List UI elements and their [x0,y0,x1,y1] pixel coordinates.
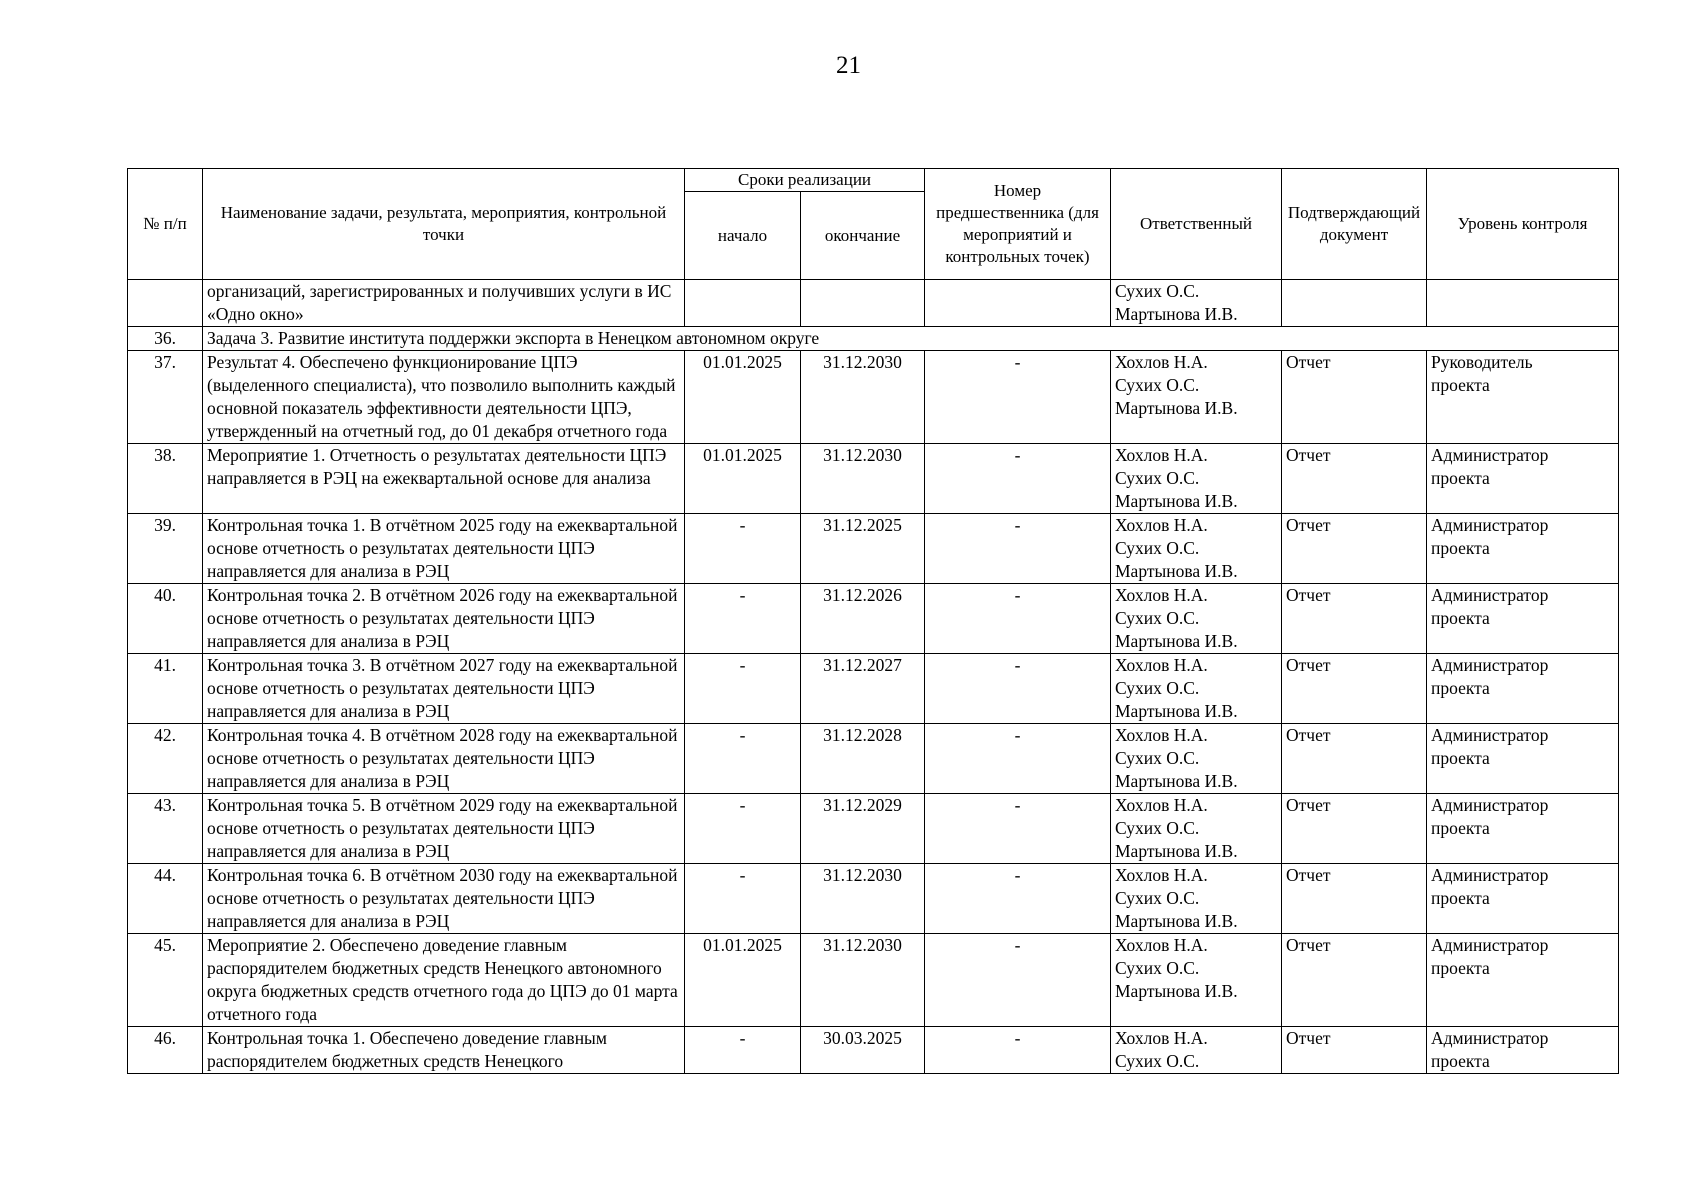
control-level-line: проекта [1431,748,1490,768]
responsible-person: Хохлов Н.А. [1115,1028,1208,1048]
row-control-level [1427,351,1619,444]
row-start-date: 01.01.2025 [685,934,801,1027]
row-end-date: 31.12.2030 [801,864,925,934]
row-responsible [1111,514,1282,584]
header-responsible: Ответственный [1111,169,1282,280]
control-level-line: проекта [1431,818,1490,838]
responsible-person: Хохлов Н.А. [1115,655,1208,675]
row-document: Отчет [1282,654,1427,724]
row-responsible [1111,444,1282,514]
control-level-line: Администратор [1431,585,1549,605]
row-name: Контрольная точка 5. В отчётном 2029 году на ежеквартальной основе отчетность о результатах деятельности ЦПЭ направляется для анализа в РЭЦ [203,794,685,864]
row-start-date: - [685,514,801,584]
row-document: Отчет [1282,514,1427,584]
header-start: начало [685,192,801,280]
task-row [128,327,1619,351]
row-responsible [1111,864,1282,934]
row-responsible [1111,654,1282,724]
row-start-date: - [685,654,801,724]
row-control-level [1427,724,1619,794]
row-end-date: 31.12.2030 [801,351,925,444]
header-num: № п/п [128,169,203,280]
responsible-person: Хохлов Н.А. [1115,585,1208,605]
row-name: Контрольная точка 1. Обеспечено доведение главным распорядителем бюджетных средств Ненецкого [203,1027,685,1074]
responsible-person: Сухих О.С. [1115,608,1200,628]
row-start-date: 01.01.2025 [685,351,801,444]
row-name: Контрольная точка 3. В отчётном 2027 году на ежеквартальной основе отчетность о результатах деятельности ЦПЭ направляется для анализа в РЭЦ [203,654,685,724]
responsible-person: Сухих О.С. [1115,958,1200,978]
row-predecessor: - [925,584,1111,654]
row-name: Результат 4. Обеспечено функционирование ЦПЭ (выделенного специалиста), что позволило выполнить каждый основной показатель эффективности деятельности ЦПЭ, утвержденный на отчетный год, до 01 декабря отчетного года [203,351,685,444]
row-name: Контрольная точка 2. В отчётном 2026 году на ежеквартальной основе отчетность о результатах деятельности ЦПЭ направляется для анализа в РЭЦ [203,584,685,654]
row-end-date: 31.12.2028 [801,724,925,794]
control-level-line: проекта [1431,375,1490,395]
row-end-date: 31.12.2030 [801,444,925,514]
control-level-line: Администратор [1431,655,1549,675]
row-responsible [1111,1027,1282,1074]
row-predecessor: - [925,794,1111,864]
row-start-date: - [685,584,801,654]
row-name: Мероприятие 2. Обеспечено доведение главным распорядителем бюджетных средств Ненецкого автономного округа бюджетных средств отчетного года до ЦПЭ до 01 марта отчетного года [203,934,685,1027]
row-document: Отчет [1282,864,1427,934]
responsible-person: Хохлов Н.А. [1115,725,1208,745]
row-end-date: 30.03.2025 [801,1027,925,1074]
row-num: 42. [128,724,203,794]
row-name: Контрольная точка 6. В отчётном 2030 году на ежеквартальной основе отчетность о результатах деятельности ЦПЭ направляется для анализа в РЭЦ [203,864,685,934]
row-num: 45. [128,934,203,1027]
row-document: Отчет [1282,724,1427,794]
responsible-person: Хохлов Н.А. [1115,515,1208,535]
row-num: 39. [128,514,203,584]
responsible-person: Сухих О.С. [1115,748,1200,768]
table-row [128,654,1619,724]
responsible-person: Мартынова И.В. [1115,701,1238,721]
row-num: 44. [128,864,203,934]
control-level-line: Администратор [1431,935,1549,955]
table-row [128,351,1619,444]
row-responsible [1111,794,1282,864]
row-control-level [1427,654,1619,724]
row-predecessor: - [925,1027,1111,1074]
control-level-line: проекта [1431,608,1490,628]
row-predecessor: - [925,864,1111,934]
row-start-date: 01.01.2025 [685,444,801,514]
responsible-person: Хохлов Н.А. [1115,445,1208,465]
row-document: Отчет [1282,351,1427,444]
continuation-responsible: Сухих О.С. Мартынова И.В. [1111,280,1282,327]
row-predecessor: - [925,444,1111,514]
table-row [128,1027,1619,1074]
project-plan-table [127,168,1619,1074]
responsible-person: Сухих О.С. [1115,375,1200,395]
row-control-level [1427,514,1619,584]
row-document: Отчет [1282,584,1427,654]
header-document: Подтверждающий документ [1282,169,1427,280]
header-name: Наименование задачи, результата, мероприятия, контрольной точки [203,169,685,280]
row-predecessor: - [925,351,1111,444]
header-control: Уровень контроля [1427,169,1619,280]
responsible-person: Мартынова И.В. [1115,398,1238,418]
control-level-line: Администратор [1431,725,1549,745]
row-document: Отчет [1282,1027,1427,1074]
row-control-level [1427,864,1619,934]
row-responsible [1111,934,1282,1027]
control-level-line: Администратор [1431,795,1549,815]
continuation-row [128,280,1619,327]
control-level-line: проекта [1431,468,1490,488]
control-level-line: проекта [1431,538,1490,558]
responsible-person: Мартынова И.В. [1115,491,1238,511]
control-level-line: проекта [1431,1051,1490,1071]
table-row [128,724,1619,794]
row-responsible [1111,724,1282,794]
responsible-person: Сухих О.С. [1115,1051,1200,1071]
row-end-date: 31.12.2025 [801,514,925,584]
row-start-date: - [685,724,801,794]
row-document: Отчет [1282,794,1427,864]
table-row [128,514,1619,584]
responsible-person: Мартынова И.В. [1115,771,1238,791]
responsible-person: Мартынова И.В. [1115,561,1238,581]
row-name: Контрольная точка 1. В отчётном 2025 году на ежеквартальной основе отчетность о результатах деятельности ЦПЭ направляется для анализа в РЭЦ [203,514,685,584]
row-control-level [1427,934,1619,1027]
continuation-num [128,280,203,327]
control-level-line: Администратор [1431,1028,1549,1048]
table-row [128,794,1619,864]
row-responsible [1111,584,1282,654]
row-start-date: - [685,1027,801,1074]
responsible-person: Хохлов Н.А. [1115,865,1208,885]
control-level-line: Администратор [1431,445,1549,465]
row-predecessor: - [925,654,1111,724]
row-control-level [1427,584,1619,654]
responsible-person: Хохлов Н.А. [1115,352,1208,372]
row-document: Отчет [1282,934,1427,1027]
row-name: Контрольная точка 4. В отчётном 2028 году на ежеквартальной основе отчетность о результатах деятельности ЦПЭ направляется для анализа в РЭЦ [203,724,685,794]
control-level-line: Администратор [1431,515,1549,535]
control-level-line: проекта [1431,888,1490,908]
table-row [128,584,1619,654]
control-level-line: Руководитель [1431,352,1533,372]
header-predecessor: Номер предшественника (для мероприятий и контрольных точек) [925,169,1111,280]
responsible-person: Мартынова И.В. [1115,631,1238,651]
row-responsible [1111,351,1282,444]
row-control-level [1427,444,1619,514]
responsible-person: Сухих О.С. [1115,818,1200,838]
responsible-person: Сухих О.С. [1115,888,1200,908]
row-num: 38. [128,444,203,514]
table-row [128,864,1619,934]
page-number: 21 [836,52,861,79]
row-end-date: 31.12.2030 [801,934,925,1027]
task-text: Задача 3. Развитие института поддержки экспорта в Ненецком автономном округе [203,327,1619,351]
row-predecessor: - [925,514,1111,584]
row-end-date: 31.12.2026 [801,584,925,654]
row-predecessor: - [925,934,1111,1027]
table-row [128,934,1619,1027]
responsible-person: Хохлов Н.А. [1115,935,1208,955]
row-end-date: 31.12.2029 [801,794,925,864]
control-level-line: проекта [1431,678,1490,698]
row-num: 46. [128,1027,203,1074]
row-num: 37. [128,351,203,444]
row-control-level [1427,794,1619,864]
responsible-person: Мартынова И.В. [1115,981,1238,1001]
task-num: 36. [128,327,203,351]
row-start-date: - [685,794,801,864]
responsible-person: Сухих О.С. [1115,678,1200,698]
table-row [128,444,1619,514]
responsible-person: Мартынова И.В. [1115,841,1238,861]
responsible-person: Сухих О.С. [1115,538,1200,558]
row-num: 40. [128,584,203,654]
header-end: окончание [801,192,925,280]
continuation-name: организаций, зарегистрированных и получивших услуги в ИС «Одно окно» [203,280,685,327]
row-num: 41. [128,654,203,724]
row-start-date: - [685,864,801,934]
row-document: Отчет [1282,444,1427,514]
control-level-line: проекта [1431,958,1490,978]
row-end-date: 31.12.2027 [801,654,925,724]
row-name: Мероприятие 1. Отчетность о результатах деятельности ЦПЭ направляется в РЭЦ на ежеквартальной основе для анализа [203,444,685,514]
row-num: 43. [128,794,203,864]
row-control-level [1427,1027,1619,1074]
responsible-person: Сухих О.С. [1115,468,1200,488]
table-body [128,280,1619,1074]
header-timing: Сроки реализации [685,169,925,192]
row-predecessor: - [925,724,1111,794]
table-header [128,169,1619,280]
responsible-person: Мартынова И.В. [1115,911,1238,931]
control-level-line: Администратор [1431,865,1549,885]
responsible-person: Хохлов Н.А. [1115,795,1208,815]
